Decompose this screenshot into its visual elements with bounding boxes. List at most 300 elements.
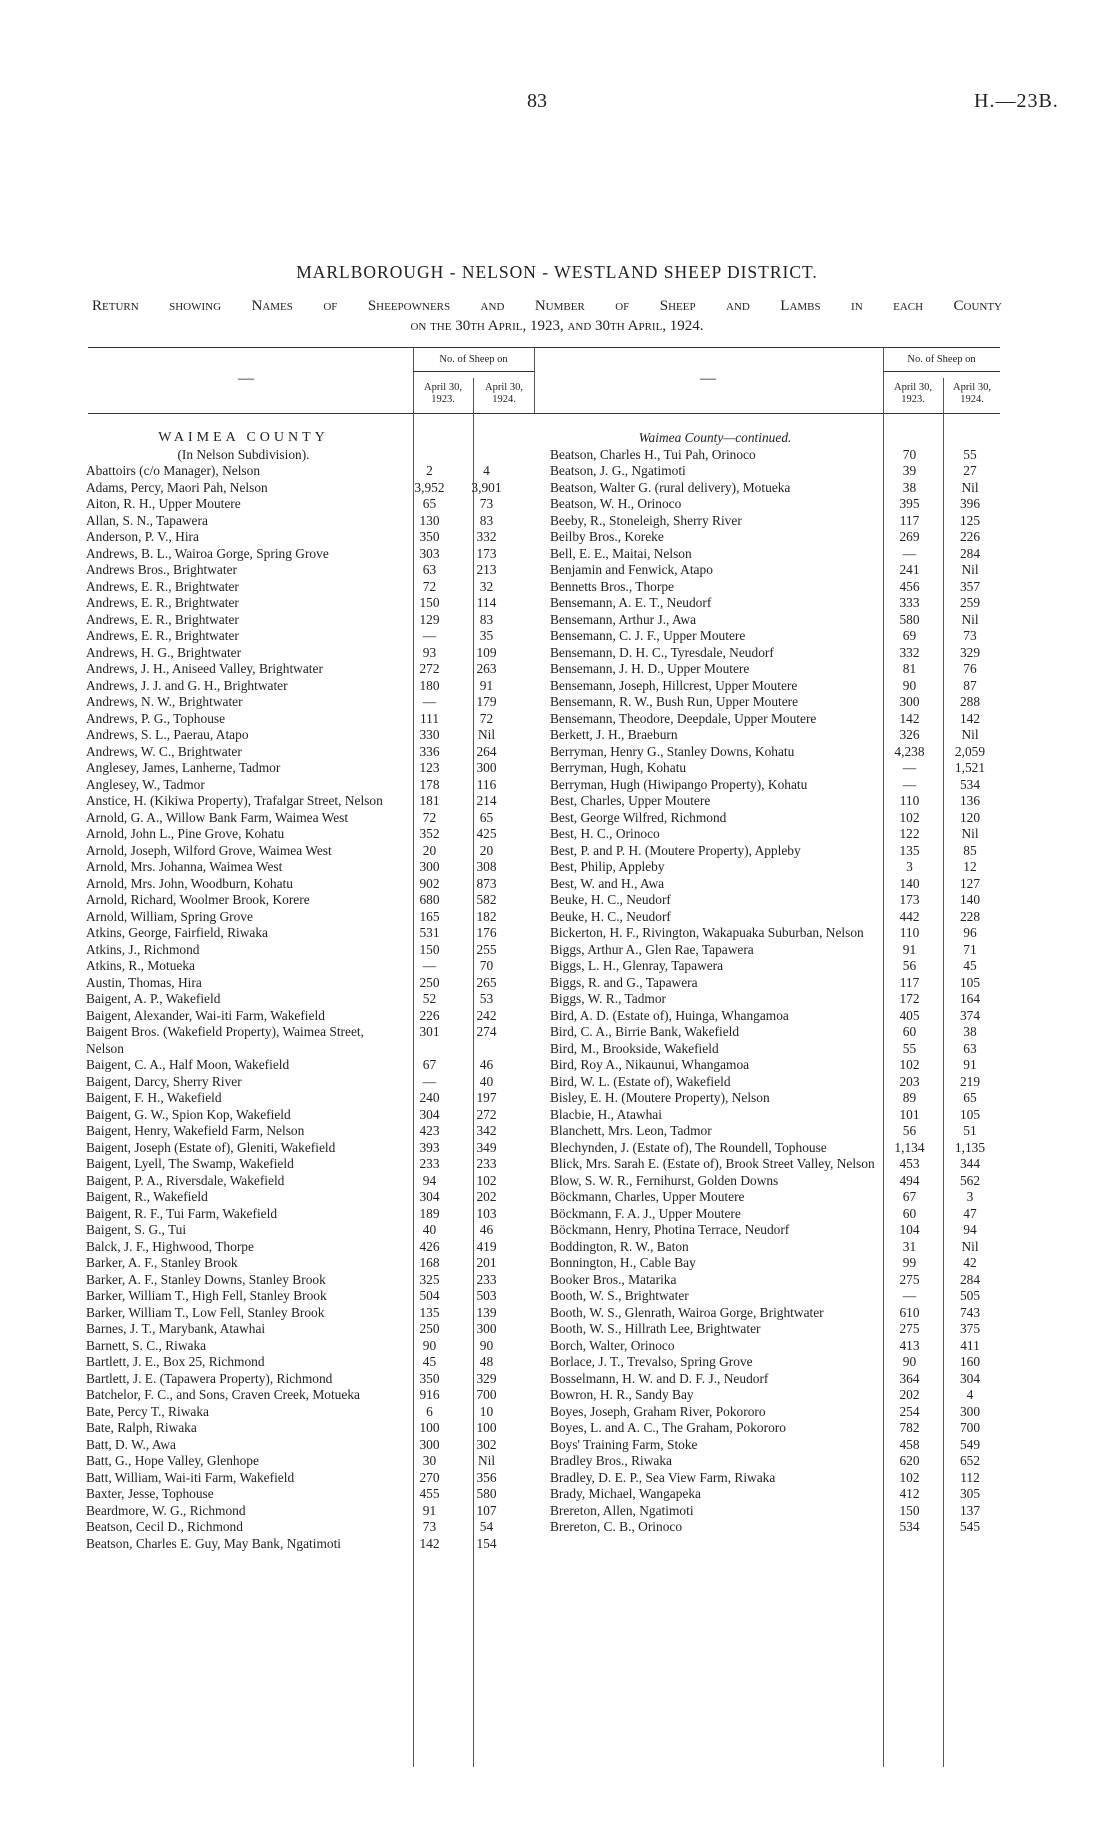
table-row <box>550 727 1001 744</box>
table-row <box>86 1354 515 1371</box>
sheep-1923: 782 <box>899 1420 920 1435</box>
sheep-1924: Nil <box>961 479 979 495</box>
owner-name: Böckmann, Henry, Photina Terrace, Neudorf <box>550 1222 790 1237</box>
sheep-1924: 164 <box>959 991 981 1006</box>
owner-name: Arnold, John L., Pine Grove, Kohatu <box>86 826 285 841</box>
sheep-1923: 301 <box>419 1024 440 1039</box>
owner-name: Barker, A. F., Stanley Downs, Stanley Brook <box>86 1271 326 1287</box>
table-row <box>86 1321 515 1338</box>
sheep-1923: 202 <box>899 1387 920 1402</box>
table-row <box>86 942 515 959</box>
owner-name: Bennetts Bros., Thorpe <box>550 578 674 594</box>
owner-name: Baigent, A. P., Wakefield <box>86 991 221 1006</box>
table-row <box>550 1140 1001 1157</box>
table-row <box>550 1371 1001 1388</box>
owner-name: Berkett, J. H., Braeburn <box>550 727 678 742</box>
table-row <box>86 975 515 992</box>
owner-name: Beatson, J. G., Ngatimoti <box>550 463 686 478</box>
sheep-1924: 83 <box>479 512 494 528</box>
owner-name: Andrews, H. G., Brightwater <box>86 644 242 660</box>
sheep-1924: 4 <box>966 1387 974 1402</box>
sheep-1923: 336 <box>419 743 440 759</box>
sheep-1924: 425 <box>476 826 497 841</box>
sheep-1923: 99 <box>902 1255 917 1270</box>
owner-name: Blanchett, Mrs. Leon, Tadmor <box>550 1123 712 1138</box>
sheep-1923: 300 <box>419 859 440 874</box>
owner-name: Atkins, George, Fairfield, Riwaka <box>86 925 268 940</box>
sheep-1924: 582 <box>476 892 497 907</box>
owner-name: Berryman, Henry G., Stanley Downs, Kohatu <box>550 743 795 759</box>
owner-name: Bell, E. E., Maitai, Nelson <box>550 545 692 561</box>
sheep-1924: 344 <box>959 1156 981 1171</box>
col-head-1923-right: April 30, 1923. <box>894 382 932 405</box>
sheep-1924: 549 <box>959 1436 981 1452</box>
sheep-1923: 140 <box>899 875 920 891</box>
table-row <box>550 579 1001 596</box>
sheep-1924: 96 <box>963 925 977 940</box>
table-row <box>550 1404 1001 1421</box>
sheep-1923: 3,952 <box>414 479 445 495</box>
owner-name: Bensemann, J. H. D., Upper Moutere <box>550 661 750 676</box>
owner-name: Brady, Michael, Wangapeka <box>550 1486 701 1501</box>
sheep-1923: 4,238 <box>894 743 925 759</box>
sheep-1923: 72 <box>422 578 437 594</box>
table-row <box>86 744 515 761</box>
sheep-1924: 65 <box>479 809 494 825</box>
table-row <box>86 1272 515 1289</box>
sheep-1924: 112 <box>960 1469 980 1485</box>
sheep-1924: 176 <box>476 925 497 940</box>
owner-name: Allan, S. N., Tapawera <box>86 512 208 528</box>
sheep-1924: 652 <box>959 1453 981 1468</box>
sheep-1924: 85 <box>963 842 977 858</box>
sheep-1923: 620 <box>899 1453 920 1468</box>
table-row <box>550 447 1001 464</box>
sheep-1924: 374 <box>959 1007 981 1023</box>
owner-name: Bartlett, J. E. (Tapawera Property), Richmond <box>86 1370 333 1386</box>
sheep-1924: 140 <box>959 892 981 907</box>
owner-name: Blacbie, H., Atawhai <box>550 1106 662 1122</box>
sheep-1923: 250 <box>419 974 440 990</box>
sheep-1923: 31 <box>902 1238 917 1254</box>
sheep-1924: 55 <box>963 446 977 462</box>
sheep-1924: 329 <box>959 644 981 660</box>
sheep-1924: 284 <box>959 1271 981 1287</box>
owner-name: Andrews Bros., Brightwater <box>86 562 237 577</box>
table-row <box>550 1239 1001 1256</box>
sheep-1924: 42 <box>963 1255 977 1270</box>
header-dash-left: — <box>238 370 254 387</box>
column-divider-center <box>534 347 535 413</box>
owner-name: Bensemann, A. E. T., Neudorf <box>550 595 712 610</box>
owner-name: Anglesey, W., Tadmor <box>86 776 205 792</box>
sheep-1924: 272 <box>476 1106 497 1122</box>
sheep-1923: 180 <box>419 677 440 693</box>
owner-name: Andrews, B. L., Wairoa Gorge, Spring Grove <box>86 545 329 561</box>
sheep-1924: 105 <box>959 1106 981 1122</box>
owner-name: Baigent, P. A., Riversdale, Wakefield <box>86 1172 285 1188</box>
owner-name: Best, George Wilfred, Richmond <box>550 809 727 825</box>
sheep-1924: 700 <box>476 1387 497 1402</box>
owner-name: Barnes, J. T., Marybank, Atawhai <box>86 1321 266 1336</box>
owner-name: Beatson, Cecil D., Richmond <box>86 1519 243 1534</box>
document-title: MARLBOROUGH - NELSON - WESTLAND SHEEP DISTRICT. <box>296 262 818 282</box>
sheep-1924: 76 <box>963 661 977 676</box>
sheep-1923: 135 <box>899 842 920 858</box>
owner-name: Arnold, Mrs. John, Woodburn, Kohatu <box>86 875 293 891</box>
table-row <box>550 1123 1001 1140</box>
owner-name: Andrews, E. R., Brightwater <box>86 595 239 610</box>
owner-name: Bird, M., Brookside, Wakefield <box>550 1040 719 1056</box>
sheep-1923: 405 <box>899 1007 920 1023</box>
sheep-1923: 102 <box>899 1057 920 1072</box>
sheep-1924: 73 <box>963 628 977 643</box>
table-row <box>86 661 515 678</box>
table-row <box>86 628 515 645</box>
sheep-1923: 2 <box>426 463 433 478</box>
sheep-1924: 411 <box>960 1337 980 1353</box>
sheep-1923: 352 <box>419 826 440 841</box>
table-row <box>550 925 1001 942</box>
owner-name: Beatson, Charles E. Guy, May Bank, Ngatimoti <box>86 1535 342 1551</box>
owner-name: Anstice, H. (Kikiwa Property), Trafalgar Street, Nelson <box>86 793 383 808</box>
table-row <box>86 1090 515 1107</box>
table-row <box>550 1503 1001 1520</box>
sheep-1924: 83 <box>479 611 494 627</box>
table-row <box>86 1123 515 1140</box>
sheep-1923: 30 <box>422 1453 437 1468</box>
table-row <box>550 810 1001 827</box>
table-row <box>550 909 1001 926</box>
owner-name: Baigent, R. F., Tui Farm, Wakefield <box>86 1205 278 1221</box>
table-row <box>550 826 1001 843</box>
table-row <box>86 1107 515 1124</box>
table-row <box>86 777 515 794</box>
owner-name: Arnold, Richard, Woolmer Brook, Korere <box>86 892 310 907</box>
sheep-1924: 3,901 <box>471 479 502 495</box>
sheep-1923: 412 <box>899 1486 920 1501</box>
owner-name: Arnold, G. A., Willow Bank Farm, Waimea West <box>86 809 349 825</box>
sheep-1924: 202 <box>476 1189 497 1204</box>
table-row <box>550 1288 1001 1305</box>
sheep-1923: — <box>422 694 437 709</box>
sheep-1923: 333 <box>899 595 920 610</box>
sheep-1924: 356 <box>476 1469 497 1485</box>
sheep-1924: 160 <box>959 1354 981 1369</box>
table-row <box>86 810 515 827</box>
table-row <box>86 1024 515 1057</box>
table-row <box>550 975 1001 992</box>
sheep-1924: 48 <box>479 1354 494 1369</box>
table-row <box>550 1255 1001 1272</box>
owner-name: Baigent, F. H., Wakefield <box>86 1090 222 1105</box>
sheep-1924: 743 <box>959 1304 981 1320</box>
table-row <box>86 463 515 480</box>
sheep-1924: 137 <box>959 1502 981 1518</box>
sheep-1923: — <box>422 1073 437 1089</box>
table-row <box>550 1470 1001 1487</box>
owner-name: Boyes, L. and A. C., The Graham, Pokororo <box>550 1420 786 1435</box>
sheep-1924: 308 <box>476 859 497 874</box>
owner-name: Biggs, W. R., Tadmor <box>550 991 666 1006</box>
sheep-1923: 20 <box>422 842 437 858</box>
sheep-1923: 93 <box>422 644 437 660</box>
sheep-1923: 110 <box>899 925 920 940</box>
sheep-1923: 580 <box>899 611 920 627</box>
sheep-1923: 426 <box>419 1238 440 1254</box>
sheep-1924: Nil <box>961 826 979 841</box>
table-row <box>550 661 1001 678</box>
page-number: 83 <box>527 90 547 112</box>
table-row <box>550 777 1001 794</box>
sheep-1924: 201 <box>476 1255 497 1270</box>
sheep-1923: 330 <box>419 727 440 742</box>
sheep-1924: 233 <box>476 1271 497 1287</box>
sheep-1923: 304 <box>419 1189 440 1204</box>
table-row <box>86 991 515 1008</box>
owner-name: Best, Charles, Upper Moutere <box>550 793 711 808</box>
sheep-1923: 142 <box>899 710 920 726</box>
table-row <box>550 843 1001 860</box>
owner-name: Bensemann, Arthur J., Awa <box>550 611 697 627</box>
owner-name: Baigent, Henry, Wakefield Farm, Nelson <box>86 1123 305 1138</box>
sheep-1923: 6 <box>426 1403 433 1419</box>
owner-name: Blechynden, J. (Estate of), The Roundell, Tophouse <box>550 1139 827 1155</box>
table-row <box>550 628 1001 645</box>
table-row <box>550 612 1001 629</box>
sheep-1923: 303 <box>419 545 440 561</box>
header-dash-right: — <box>700 370 716 387</box>
sheep-1923: 117 <box>899 512 920 528</box>
table-row <box>550 1041 1001 1058</box>
table-row <box>86 1140 515 1157</box>
sheep-1923: 233 <box>419 1156 440 1171</box>
sheep-1924: 300 <box>476 760 497 775</box>
sheep-1923: 456 <box>899 578 920 594</box>
table-row <box>86 496 515 513</box>
sheep-1923: 534 <box>899 1519 920 1534</box>
sheep-1924: 51 <box>963 1123 977 1138</box>
sheep-1923: 1,134 <box>894 1139 925 1155</box>
table-row <box>550 1090 1001 1107</box>
table-row <box>86 876 515 893</box>
sheep-1924: 545 <box>959 1519 981 1534</box>
sheep-1923: 300 <box>899 694 920 709</box>
owner-name: Baigent, G. W., Spion Kop, Wakefield <box>86 1106 291 1122</box>
owner-name: Bartlett, J. E., Box 25, Richmond <box>86 1354 265 1369</box>
sheep-1924: 70 <box>479 958 494 973</box>
sheep-1924: 228 <box>959 908 981 924</box>
owner-name: Balck, J. F., Highwood, Thorpe <box>86 1238 254 1254</box>
table-row <box>86 612 515 629</box>
owner-name: Andrews, E. R., Brightwater <box>86 611 239 627</box>
owner-name: Andrews, E. R., Brightwater <box>86 578 239 594</box>
sheep-1923: 458 <box>899 1436 920 1452</box>
table-row <box>550 645 1001 662</box>
sheep-1924: 71 <box>963 941 977 957</box>
sheep-1923: 69 <box>902 628 917 643</box>
sheep-1924: 109 <box>476 644 497 660</box>
sheep-1923: 610 <box>899 1304 920 1320</box>
sheep-1924: 1,521 <box>954 760 986 775</box>
sheep-1924: 32 <box>479 578 494 594</box>
sheep-1923: 350 <box>419 529 440 544</box>
owner-name: Brereton, C. B., Orinoco <box>550 1519 683 1534</box>
table-row <box>86 678 515 695</box>
table-row <box>550 991 1001 1008</box>
owner-name: Bradley, D. E. P., Sea View Farm, Riwaka <box>550 1469 776 1485</box>
sheep-1923: — <box>902 545 917 561</box>
sheep-1924: 63 <box>963 1040 977 1056</box>
sheep-1924: 562 <box>959 1172 981 1188</box>
sheep-1923: — <box>902 760 917 775</box>
owner-name: Beatson, W. H., Orinoco <box>550 496 682 511</box>
sheep-1924: 91 <box>479 677 494 693</box>
sheep-1923: 70 <box>902 446 917 462</box>
sheep-1923: — <box>902 776 917 792</box>
sheep-1923: 325 <box>419 1271 440 1287</box>
sheep-1924: 214 <box>476 793 497 808</box>
owner-name: Bradley Bros., Riwaka <box>550 1453 672 1468</box>
sheep-1923: 45 <box>422 1354 437 1369</box>
sheep-1923: 65 <box>422 496 437 511</box>
sheep-1924: 1,135 <box>954 1139 986 1155</box>
table-row <box>86 925 515 942</box>
sheep-1923: 39 <box>902 463 917 478</box>
sheep-1923: — <box>902 1288 917 1303</box>
subtitle-line-2: on the 30th April, 1923, and 30th April, 1924. <box>410 318 704 334</box>
sheep-1923: 226 <box>419 1007 440 1023</box>
table-row <box>86 546 515 563</box>
sheep-1924: 534 <box>959 776 981 792</box>
sheep-1924: 233 <box>476 1156 497 1171</box>
sheep-1924: 73 <box>479 496 494 511</box>
sheep-1924: 357 <box>959 578 981 594</box>
section-subtitle: (In Nelson Subdivision). <box>177 446 310 462</box>
sheep-1923: 56 <box>902 958 917 973</box>
owner-name: Beuke, H. C., Neudorf <box>550 908 671 924</box>
sheep-1924: 213 <box>476 562 497 577</box>
sheep-1923: 423 <box>419 1123 440 1138</box>
sheep-1923: 680 <box>419 892 440 907</box>
sheep-1924: 242 <box>476 1007 497 1023</box>
sheep-1924: 46 <box>479 1057 494 1072</box>
sheep-1924: Nil <box>961 1238 979 1254</box>
owner-name: Bird, W. L. (Estate of), Wakefield <box>550 1073 731 1089</box>
sheep-1923: 89 <box>902 1090 917 1105</box>
section-title-continued: Waimea County—continued. <box>638 430 792 445</box>
sheep-1924: 219 <box>959 1073 981 1089</box>
owner-name: Bowron, H. R., Sandy Bay <box>550 1387 694 1402</box>
table-row <box>86 1404 515 1421</box>
sheep-1923: 455 <box>419 1486 440 1501</box>
sheep-1924: 304 <box>959 1370 981 1386</box>
col-head-1923-left: April 30, 1923. <box>424 382 462 405</box>
sheep-1923: 40 <box>422 1222 437 1237</box>
sheep-1923: 250 <box>419 1321 440 1336</box>
table-row <box>550 958 1001 975</box>
sheep-1924: 288 <box>959 694 981 709</box>
table-row <box>86 579 515 596</box>
table-row <box>86 1305 515 1322</box>
owner-name: Bensemann, D. H. C., Tyresdale, Neudorf <box>550 644 774 660</box>
sheep-1923: 173 <box>899 892 920 907</box>
sheep-1924: 120 <box>959 809 981 825</box>
owner-name: Aiton, R. H., Upper Moutere <box>86 496 241 511</box>
sheep-1924: 94 <box>963 1222 977 1237</box>
sheep-1924: 142 <box>959 710 981 726</box>
owner-name: Austin, Thomas, Hira <box>86 974 202 990</box>
owner-name: Atkins, R., Motueka <box>86 958 195 973</box>
sheep-1923: 350 <box>419 1370 440 1386</box>
sheep-1924: 503 <box>476 1288 497 1303</box>
table-row <box>550 546 1001 563</box>
owner-name: Boyes, Joseph, Graham River, Pokororo <box>550 1403 766 1419</box>
owner-name: Bate, Percy T., Riwaka <box>86 1403 209 1419</box>
sheep-1923: 102 <box>899 809 920 825</box>
table-row <box>86 1453 515 1470</box>
sheep-1924: 10 <box>479 1403 494 1419</box>
sheep-1924: 103 <box>476 1205 497 1221</box>
sheep-1923: 189 <box>419 1205 440 1221</box>
sheep-1923: 73 <box>422 1519 437 1534</box>
sheep-1923: 81 <box>902 661 917 676</box>
sheep-1924: 27 <box>963 463 977 478</box>
sheep-1923: 60 <box>902 1024 917 1039</box>
table-row <box>550 942 1001 959</box>
owner-name: Baigent Bros. (Wakefield Property), Waimea Street, Nelson <box>86 1024 364 1056</box>
table-row <box>550 694 1001 711</box>
sheep-1924: 154 <box>476 1535 497 1551</box>
sheep-1923: 902 <box>419 875 440 891</box>
owner-name: Bird, C. A., Birrie Bank, Wakefield <box>550 1024 740 1039</box>
sheep-1924: 329 <box>476 1370 497 1386</box>
table-row <box>550 744 1001 761</box>
owner-name: Best, P. and P. H. (Moutere Property), Appleby <box>550 842 801 858</box>
owner-name: Böckmann, Charles, Upper Moutere <box>550 1189 745 1204</box>
owner-name: Barnett, S. C., Riwaka <box>86 1337 207 1353</box>
sheep-1923: 135 <box>419 1304 440 1320</box>
sheep-1923: 300 <box>419 1436 440 1452</box>
sheep-1924: Nil <box>477 727 496 742</box>
sheep-1924: 4 <box>483 463 490 478</box>
sheep-1924: 284 <box>959 545 981 561</box>
section-title: WAIMEA COUNTY <box>158 430 329 445</box>
sheep-1924: 332 <box>476 529 497 544</box>
table-row <box>86 1470 515 1487</box>
owner-name: Biggs, L. H., Glenray, Tapawera <box>550 958 724 973</box>
table-row <box>550 1338 1001 1355</box>
table-row <box>86 513 515 530</box>
sheep-1924: 3 <box>966 1189 974 1204</box>
table-row <box>86 1288 515 1305</box>
sheep-1923: 494 <box>899 1172 920 1188</box>
sheep-1923: 269 <box>899 529 920 544</box>
sheep-1923: 129 <box>419 611 440 627</box>
sheep-1923: 531 <box>419 925 440 940</box>
table-row <box>86 859 515 876</box>
sheep-1924: Nil <box>961 562 979 577</box>
table-row <box>550 1519 1001 1536</box>
owner-name: Beuke, H. C., Neudorf <box>550 892 671 907</box>
owner-name: Brereton, Allen, Ngatimoti <box>550 1502 694 1518</box>
sheep-1924: 259 <box>959 595 981 610</box>
sheep-1924: Nil <box>961 727 979 742</box>
sheep-1924: 300 <box>959 1403 981 1419</box>
sheep-1924: 265 <box>476 974 497 990</box>
table-row <box>86 1420 515 1437</box>
sheep-1924: 102 <box>476 1172 497 1188</box>
